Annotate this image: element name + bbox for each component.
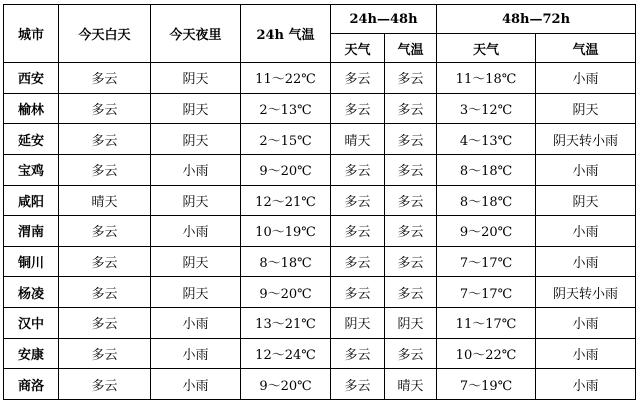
temp-72-cell: 小雨 xyxy=(536,369,636,400)
header-temp-24h: 24h 气温 xyxy=(241,5,331,63)
today-night-cell: 小雨 xyxy=(151,369,241,400)
today-night-cell: 阴天 xyxy=(151,246,241,277)
temp-72-cell: 小雨 xyxy=(536,308,636,339)
temp-72-cell: 阴天转小雨 xyxy=(536,277,636,308)
temp-48-cell: 多云 xyxy=(385,63,437,94)
temp-48-cell: 多云 xyxy=(385,246,437,277)
table-row xyxy=(4,93,636,124)
table-row xyxy=(4,308,636,339)
header-temp-72: 气温 xyxy=(536,34,636,63)
header-today-night: 今天夜里 xyxy=(151,5,241,63)
weather-48-cell: 多云 xyxy=(331,154,385,185)
weather-72-cell: 7～17℃ xyxy=(437,277,536,308)
today-night-cell: 阴天 xyxy=(151,124,241,155)
today-night-cell: 阴天 xyxy=(151,63,241,94)
table-row xyxy=(4,63,636,94)
temp-72-cell: 小雨 xyxy=(536,63,636,94)
header-today-day: 今天白天 xyxy=(59,5,151,63)
temp-72-cell: 小雨 xyxy=(536,216,636,247)
city-cell: 汉中 xyxy=(4,308,59,339)
temp-48-cell: 多云 xyxy=(385,185,437,216)
temp-48-cell: 晴天 xyxy=(385,369,437,400)
temp-24h-cell: 2～13℃ xyxy=(241,93,331,124)
today-day-cell: 多云 xyxy=(59,63,151,94)
header-row-1 xyxy=(4,5,636,34)
today-night-cell: 阴天 xyxy=(151,185,241,216)
temp-24h-cell: 9～20℃ xyxy=(241,154,331,185)
temp-72-cell: 阴天 xyxy=(536,93,636,124)
today-day-cell: 多云 xyxy=(59,93,151,124)
weather-48-cell: 多云 xyxy=(331,185,385,216)
weather-48-cell: 多云 xyxy=(331,277,385,308)
temp-24h-cell: 11～22℃ xyxy=(241,63,331,94)
weather-48-cell: 多云 xyxy=(331,246,385,277)
today-day-cell: 晴天 xyxy=(59,185,151,216)
temp-24h-cell: 2～15℃ xyxy=(241,124,331,155)
temp-24h-cell: 12～24℃ xyxy=(241,338,331,369)
city-cell: 西安 xyxy=(4,63,59,94)
table-row xyxy=(4,246,636,277)
weather-72-cell: 3～12℃ xyxy=(437,93,536,124)
header-range-24-48: 24h—48h xyxy=(331,5,437,34)
weather-72-cell: 7～17℃ xyxy=(437,246,536,277)
city-cell: 商洛 xyxy=(4,369,59,400)
temp-72-cell: 小雨 xyxy=(536,154,636,185)
city-cell: 渭南 xyxy=(4,216,59,247)
today-night-cell: 小雨 xyxy=(151,216,241,247)
today-day-cell: 多云 xyxy=(59,154,151,185)
table-header xyxy=(4,5,636,63)
table-row xyxy=(4,369,636,400)
temp-72-cell: 小雨 xyxy=(536,338,636,369)
header-weather-72: 天气 xyxy=(437,34,536,63)
weather-48-cell: 多云 xyxy=(331,63,385,94)
temp-72-cell: 阴天 xyxy=(536,185,636,216)
today-day-cell: 多云 xyxy=(59,277,151,308)
temp-72-cell: 小雨 xyxy=(536,246,636,277)
weather-48-cell: 晴天 xyxy=(331,124,385,155)
weather-48-cell: 多云 xyxy=(331,338,385,369)
temp-48-cell: 多云 xyxy=(385,216,437,247)
today-day-cell: 多云 xyxy=(59,216,151,247)
today-day-cell: 多云 xyxy=(59,369,151,400)
temp-48-cell: 多云 xyxy=(385,277,437,308)
header-temp-48: 气温 xyxy=(385,34,437,63)
weather-48-cell: 阴天 xyxy=(331,308,385,339)
city-cell: 咸阳 xyxy=(4,185,59,216)
table-row xyxy=(4,216,636,247)
weather-72-cell: 11～17℃ xyxy=(437,308,536,339)
today-night-cell: 小雨 xyxy=(151,154,241,185)
temp-48-cell: 多云 xyxy=(385,93,437,124)
table-body xyxy=(4,63,636,400)
temp-48-cell: 阴天 xyxy=(385,308,437,339)
temp-24h-cell: 8～18℃ xyxy=(241,246,331,277)
today-day-cell: 多云 xyxy=(59,308,151,339)
temp-48-cell: 多云 xyxy=(385,154,437,185)
table-row xyxy=(4,185,636,216)
table-row xyxy=(4,277,636,308)
header-weather-48: 天气 xyxy=(331,34,385,63)
temp-24h-cell: 10～19℃ xyxy=(241,216,331,247)
weather-72-cell: 8～18℃ xyxy=(437,185,536,216)
header-city: 城市 xyxy=(4,5,59,63)
temp-48-cell: 多云 xyxy=(385,338,437,369)
temp-24h-cell: 13～21℃ xyxy=(241,308,331,339)
weather-72-cell: 4～13℃ xyxy=(437,124,536,155)
table-row xyxy=(4,338,636,369)
today-day-cell: 多云 xyxy=(59,246,151,277)
city-cell: 榆林 xyxy=(4,93,59,124)
weather-48-cell: 多云 xyxy=(331,93,385,124)
temp-24h-cell: 12～21℃ xyxy=(241,185,331,216)
weather-72-cell: 10～22℃ xyxy=(437,338,536,369)
city-cell: 安康 xyxy=(4,338,59,369)
today-day-cell: 多云 xyxy=(59,338,151,369)
table-row xyxy=(4,154,636,185)
temp-72-cell: 阴天转小雨 xyxy=(536,124,636,155)
temp-24h-cell: 9～20℃ xyxy=(241,369,331,400)
weather-48-cell: 多云 xyxy=(331,369,385,400)
weather-72-cell: 11～18℃ xyxy=(437,63,536,94)
city-cell: 延安 xyxy=(4,124,59,155)
weather-72-cell: 7～19℃ xyxy=(437,369,536,400)
weather-72-cell: 9～20℃ xyxy=(437,216,536,247)
weather-48-cell: 多云 xyxy=(331,216,385,247)
today-night-cell: 阴天 xyxy=(151,277,241,308)
today-day-cell: 多云 xyxy=(59,124,151,155)
today-night-cell: 小雨 xyxy=(151,338,241,369)
forecast-table xyxy=(3,4,636,400)
temp-48-cell: 多云 xyxy=(385,124,437,155)
table-row xyxy=(4,124,636,155)
city-cell: 宝鸡 xyxy=(4,154,59,185)
today-night-cell: 小雨 xyxy=(151,308,241,339)
temp-24h-cell: 9～20℃ xyxy=(241,277,331,308)
weather-72-cell: 8～18℃ xyxy=(437,154,536,185)
today-night-cell: 阴天 xyxy=(151,93,241,124)
city-cell: 铜川 xyxy=(4,246,59,277)
header-range-48-72: 48h—72h xyxy=(437,5,636,34)
city-cell: 杨凌 xyxy=(4,277,59,308)
